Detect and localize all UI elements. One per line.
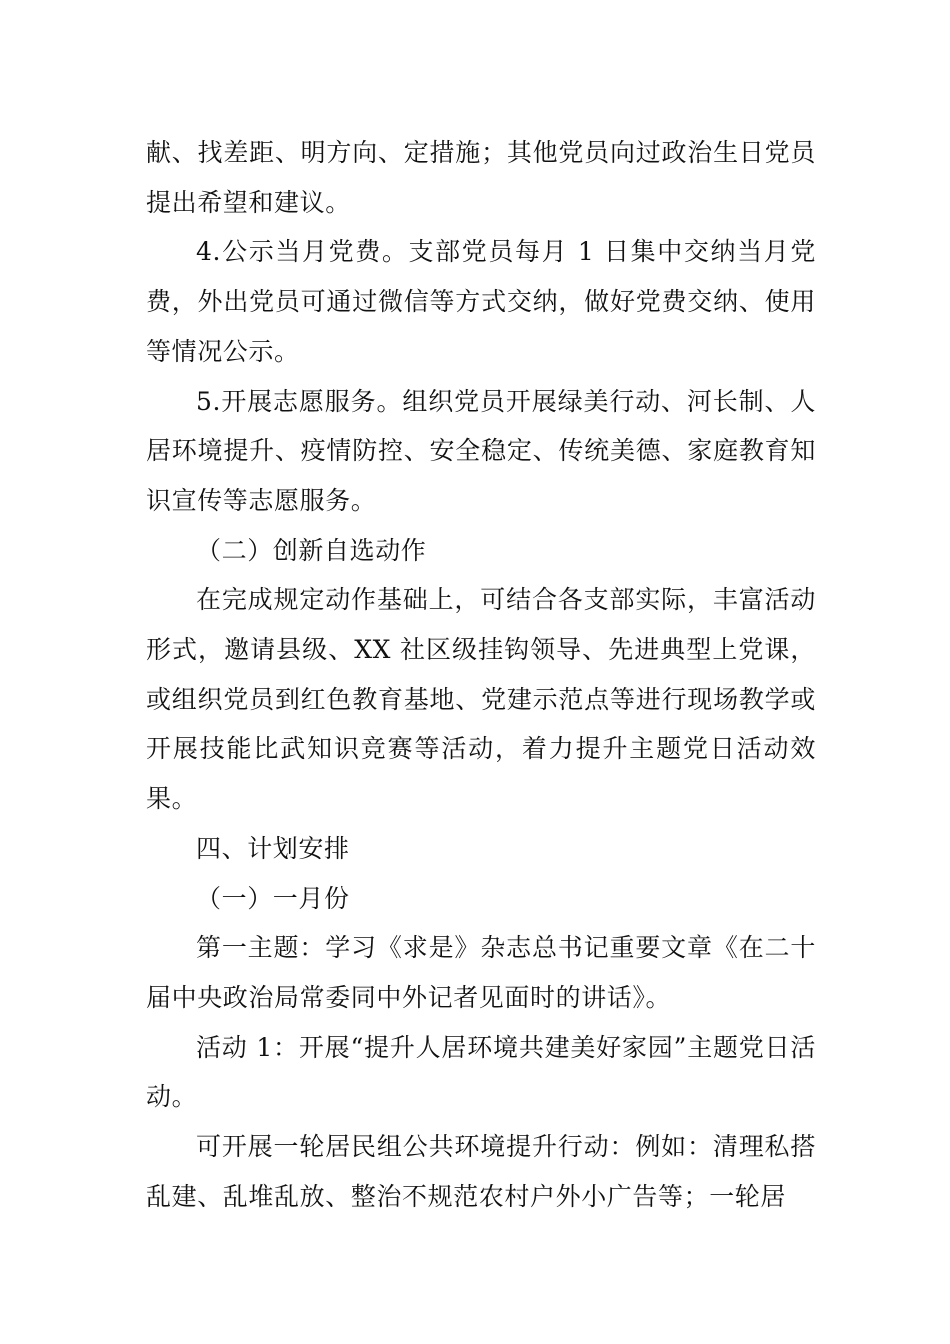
section-heading-plan: 四、计划安排 — [196, 833, 350, 863]
paragraph-activity-1: 活动 1：开展“提升人居环境共建美好家园”主题党日活动。 — [146, 1032, 816, 1112]
paragraph-4: 在完成规定动作基础上，可结合各支部实际，丰富活动形式，邀请县级、XX 社区级挂钩领导、先进典型上党课，或组织党员到红色教育基地、党建示范点等进行现场教学或开展技能比武知识竞赛等活动，着力提升主题党日活动效果。 — [146, 585, 816, 814]
paragraph-3: 5.开展志愿服务。组织党员开展绿美行动、河长制、人居环境提升、疫情防控、安全稳定、传统美德、家庭教育知识宣传等志愿服务。 — [146, 386, 816, 515]
paragraph-environment: 可开展一轮居民组公共环境提升行动：例如：清理私搭乱建、乱堆乱放、整治不规范农村户外小广告等；一轮居 — [146, 1132, 816, 1211]
paragraph-theme: 第一主题：学习《求是》杂志总书记重要文章《在二十届中央政治局常委同中外记者见面时的讲话》。 — [146, 933, 816, 1012]
subsection-heading-january: （一）一月份 — [196, 883, 350, 913]
paragraph-1: 献、找差距、明方向、定措施；其他党员向过政治生日党员提出希望和建议。 — [146, 138, 816, 217]
document-body — [146, 128, 816, 1221]
paragraph-2: 4.公示当月党费。支部党员每月 1 日集中交纳当月党费，外出党员可通过微信等方式交纳，做好党费交纳、使用等情况公示。 — [146, 237, 816, 366]
section-heading-innovation: （二）创新自选动作 — [196, 535, 427, 565]
